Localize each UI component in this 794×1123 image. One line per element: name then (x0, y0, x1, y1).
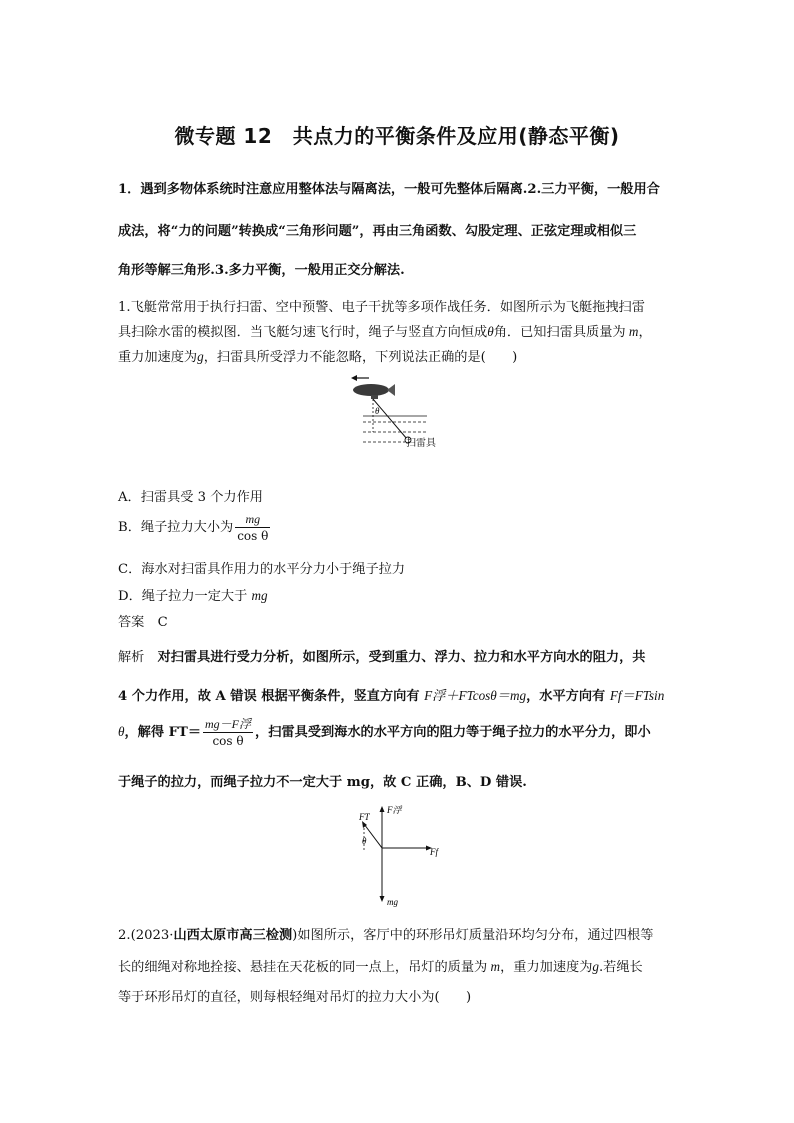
ff-label: Ff (430, 847, 438, 857)
ft-label: FT (359, 812, 370, 822)
airship-figure (345, 370, 455, 452)
page-title: 微专题 12 共点力的平衡条件及应用(静态平衡) (174, 124, 620, 148)
option-c: C．海水对扫雷具作用力的水平分力小于绳子拉力 (118, 562, 406, 577)
intro-line-2: 成法，将“力的问题”转换成“三角形问题”，再由三角函数、勾股定理、正弦定理或相似三 (118, 224, 637, 239)
airship-body (353, 384, 389, 396)
q1-line-2: 具扫除水雷的模拟图．当飞艇匀速飞行时，绳子与竖直方向恒成θ角．已知扫雷具质量为 m， (118, 324, 652, 340)
option-d: D．绳子拉力一定大于 mg (118, 588, 268, 604)
q1-line-1: 1.飞艇常常用于执行扫雷、空中预警、电子干扰等多项作战任务．如图所示为飞艇拖拽扫雷 (118, 300, 645, 315)
option-b-fraction: $\frac{mg}{\text{cos θ}}$ (237, 512, 269, 543)
device-label: 扫雷具 (406, 438, 436, 449)
analysis-line-2: 4 个力作用，故 A 错误 根据平衡条件，竖直方向有 F浮＋FTcosθ＝mg，水平方向有 Ff＝FTsin (118, 688, 665, 704)
arrow-head (351, 375, 357, 381)
q2-line-1: 2.(2023·山西太原市高三检测)如图所示，客厅中的环形吊灯质量沿环均匀分布，通过四根等 (118, 928, 654, 943)
analysis-fraction: $\frac{\text{mg－F浮}}{\text{cos θ}}$ (205, 717, 252, 748)
airship-gondola (371, 395, 378, 399)
option-b: B．绳子拉力大小为 $\frac{mg}{\text{cos θ}}$ (118, 512, 269, 543)
analysis-line-4: 于绳子的拉力，而绳子拉力不一定大于 mg，故 C 正确，B、D 错误. (118, 775, 527, 790)
answer-row: 答案 C (118, 615, 168, 630)
airship-tail (387, 384, 395, 396)
option-a: A．扫雷具受 3 个力作用 (118, 490, 263, 505)
q1-line-3: 重力加速度为g，扫雷具所受浮力不能忽略，下列说法正确的是( ) (118, 349, 518, 365)
tension-arrow (364, 824, 382, 848)
analysis-line-3: θ，解得 FT＝ $\frac{\text{mg－F浮}}{\text{cos θ}}$ ，扫雷具受到海水的水平方向的阻力等于绳子拉力的水平分力，即小 (118, 717, 651, 748)
ffu-label: F浮 (387, 805, 402, 815)
mg-label: mg (387, 897, 398, 907)
q2-line-3: 等于环形吊灯的直径，则每根轻绳对吊灯的拉力大小为( ) (118, 990, 472, 1005)
tow-rope (373, 399, 407, 439)
intro-line-3: 角形等解三角形.3.多力平衡，一般用正交分解法. (118, 263, 405, 278)
theta-label: θ (375, 406, 380, 416)
force-diagram (350, 802, 450, 910)
intro-line-1: 1．遇到多物体系统时注意应用整体法与隔离法，一般可先整体后隔离.2.三力平衡，一般用合 (118, 182, 660, 197)
analysis-line-1: 解析 对扫雷具进行受力分析，如图所示，受到重力、浮力、拉力和水平方向水的阻力，共 (118, 650, 646, 665)
q2-line-2: 长的细绳对称地拴接、悬挂在天花板的同一点上，吊灯的质量为 m，重力加速度为g.若绳长 (118, 959, 643, 975)
theta-label-2: θ (362, 836, 367, 846)
